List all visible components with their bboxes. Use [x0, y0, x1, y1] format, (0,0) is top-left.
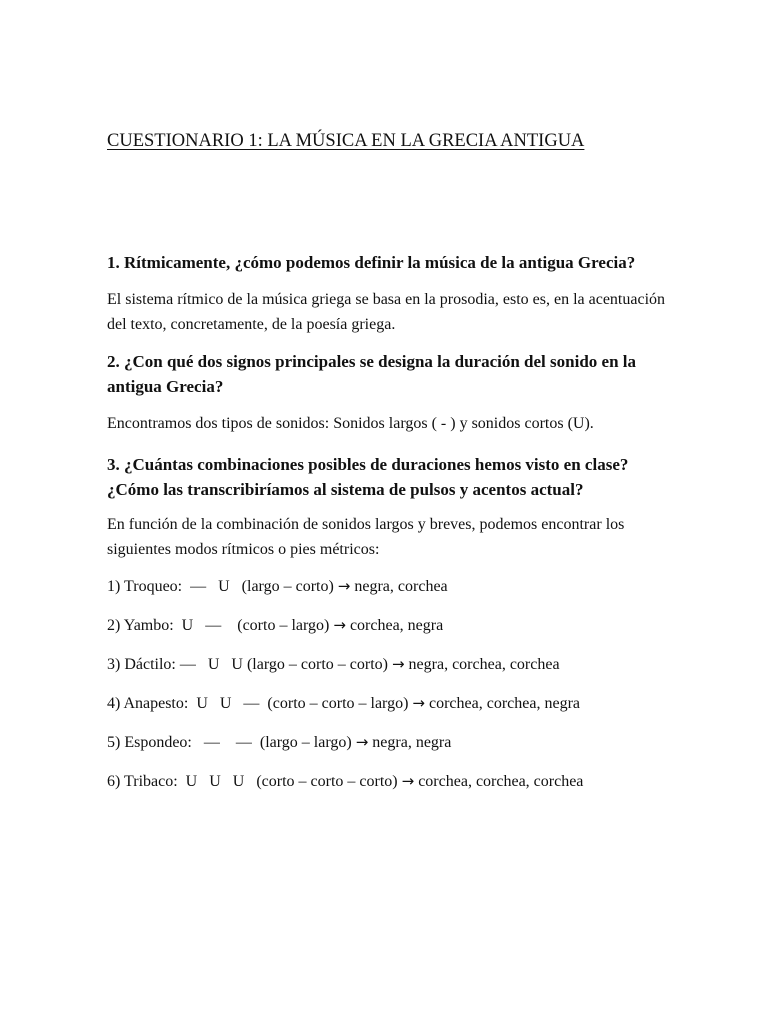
- answer-1: El sistema rítmico de la música griega se basa en la prosodia, esto es, en la acentuación del texto, concretamente, de la poesía griega.: [107, 291, 666, 333]
- foot-label: 6) Tribaco: U U U (corto – corto – corto): [107, 773, 402, 790]
- foot-label: 2) Yambo: U — (corto – largo): [107, 617, 334, 634]
- foot-label: 5) Espondeo: — — (largo – largo): [107, 734, 356, 751]
- question-3: 3. ¿Cuántas combinaciones posibles de duraciones hemos visto en clase? ¿Cómo las transcribiríamos al sistema de pulsos y acentos actual?: [107, 455, 629, 499]
- foot-result: negra, corchea: [350, 578, 448, 595]
- metric-foot-5: [107, 731, 451, 754]
- foot-label: 4) Anapesto: U U — (corto – corto – largo): [107, 695, 413, 712]
- arrow-right-icon: →: [391, 655, 405, 673]
- foot-label: 3) Dáctilo: — U U (largo – corto – corto): [107, 656, 392, 673]
- foot-result: corchea, corchea, negra: [425, 695, 580, 712]
- metric-foot-2: [107, 614, 443, 637]
- metric-foot-3: [107, 653, 560, 676]
- metric-foot-4: [107, 692, 580, 715]
- document-title: CUESTIONARIO 1: LA MÚSICA EN LA GRECIA ANTIGUA: [107, 131, 585, 151]
- arrow-right-icon: →: [401, 772, 415, 790]
- foot-result: negra, corchea, corchea: [404, 656, 560, 673]
- question-1: 1. Rítmicamente, ¿cómo podemos definir la música de la antigua Grecia?: [107, 253, 636, 272]
- answer-3: En función de la combinación de sonidos largos y breves, podemos encontrar los siguientes modos rítmicos o pies métricos:: [107, 516, 625, 558]
- foot-result: corchea, negra: [345, 617, 444, 634]
- answer-2: Encontramos dos tipos de sonidos: Sonidos largos ( - ) y sonidos cortos (U).: [107, 415, 594, 432]
- arrow-right-icon: →: [355, 733, 369, 751]
- arrow-right-icon: →: [337, 577, 351, 595]
- arrow-right-icon: →: [333, 616, 346, 634]
- arrow-right-icon: →: [412, 694, 425, 712]
- metric-foot-1: [107, 575, 448, 598]
- foot-result: corchea, corchea, corchea: [414, 773, 584, 790]
- foot-result: negra, negra: [368, 734, 452, 751]
- metric-foot-6: [107, 770, 583, 793]
- foot-label: 1) Troqueo: — U (largo – corto): [107, 578, 338, 595]
- question-2: 2. ¿Con qué dos signos principales se designa la duración del sonido en la antigua Grecia?: [107, 352, 637, 396]
